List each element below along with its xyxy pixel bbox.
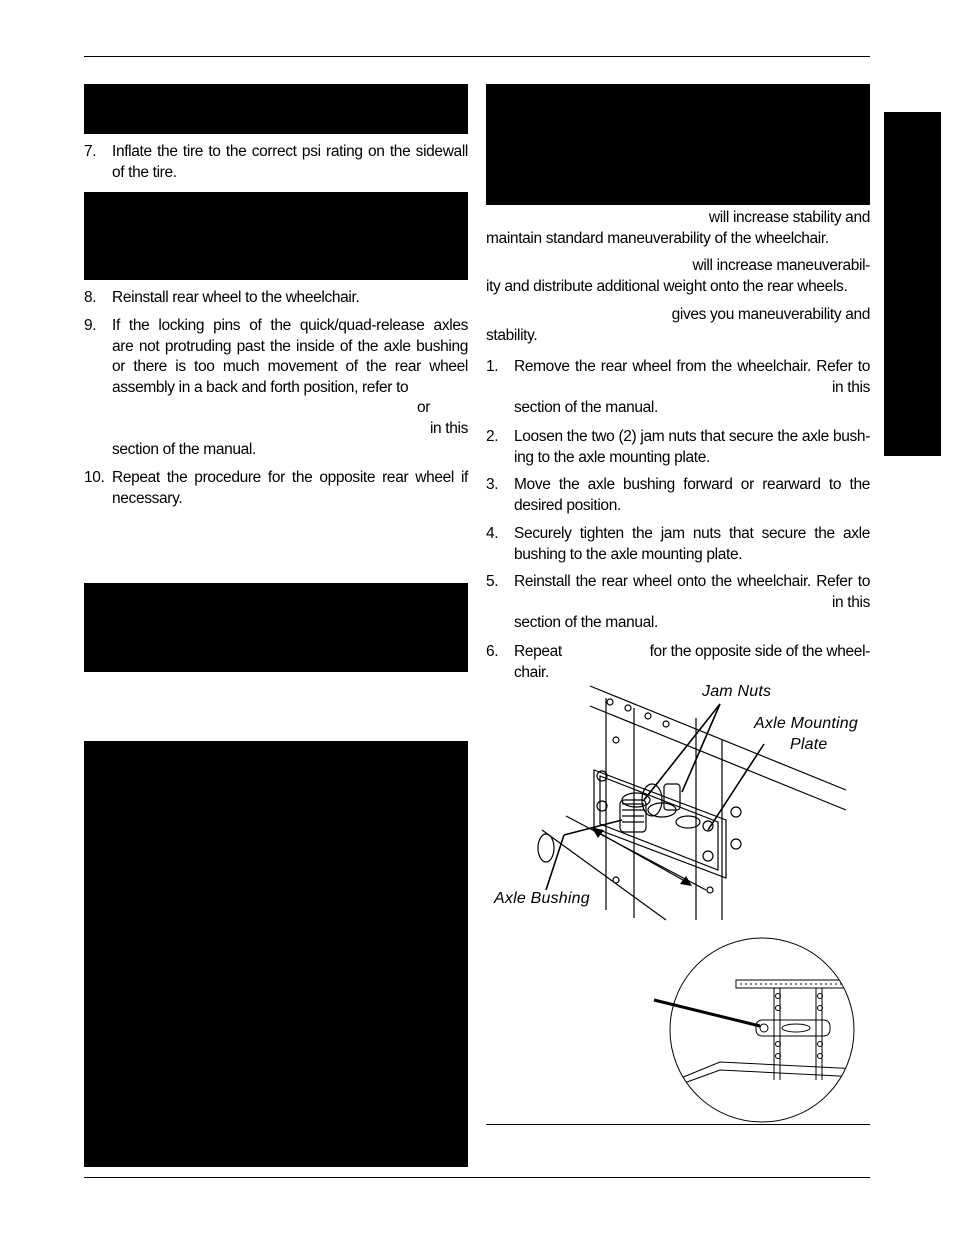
paragraph-3 xyxy=(486,305,870,347)
step-line: ing to the axle mounting plate. xyxy=(514,448,710,466)
step-number: 6. xyxy=(486,643,499,660)
step-number: 2. xyxy=(486,428,499,445)
step-text: Reinstall rear wheel to the wheelchair. xyxy=(112,289,360,306)
paragraph-line: will increase maneuverabil- xyxy=(692,257,870,274)
step-text: Repeat the procedure for the opposite rear wheel if necessary. xyxy=(112,469,468,507)
paragraph-2 xyxy=(486,256,870,298)
step-line: or there is too much movement of the rear wheel xyxy=(112,358,468,376)
step-line: section of the manual. xyxy=(514,399,658,417)
step-line: Reinstall the rear wheel onto the wheelchair. Refer to xyxy=(514,573,870,590)
step-number: 5. xyxy=(486,573,499,590)
step-line: assembly in a back and forth position, refer to xyxy=(112,378,409,396)
top-rule xyxy=(84,56,870,57)
step-line: in this xyxy=(831,593,870,611)
paragraph-line: gives you maneuverability and xyxy=(671,306,870,323)
paragraph-line: maintain standard maneuverability of the wheelchair. xyxy=(486,229,829,247)
header-bar-left-3 xyxy=(84,583,468,672)
paragraph-line: will increase stability and xyxy=(708,209,870,226)
detail-view-illustration xyxy=(640,940,870,1120)
step-line: Loosen the two (2) jam nuts that secure the axle bush- xyxy=(514,428,870,445)
step-number: 10. xyxy=(84,469,105,486)
step-number: 9. xyxy=(84,317,97,334)
step-line: or xyxy=(417,399,431,417)
label-jam-nuts: Jam Nuts xyxy=(702,683,772,700)
step-line: section of the manual. xyxy=(514,614,658,632)
header-bar-left-1 xyxy=(84,84,468,134)
step-line: bushing to the axle mounting plate. xyxy=(514,545,743,563)
label-axle-mounting-plate-1: Axle Mounting xyxy=(754,715,858,732)
step-line: section of the manual. xyxy=(112,440,256,458)
header-bar-right xyxy=(486,84,870,205)
step-line: Move the axle bushing forward or rearward to the xyxy=(514,476,870,493)
step-number: 3. xyxy=(486,476,499,493)
bottom-rule xyxy=(84,1177,870,1178)
section-tab xyxy=(884,112,941,456)
step-line: desired position. xyxy=(514,496,621,514)
step-line: in this xyxy=(429,420,468,437)
step-text: Inflate the tire to the correct psi rating on the sidewall of the tire. xyxy=(112,143,468,181)
step-number: 1. xyxy=(486,358,499,375)
paragraph-line: ity and distribute additional weight onto the rear wheels. xyxy=(486,277,848,295)
step-number: 8. xyxy=(84,289,97,306)
step-line: are not protruding past the inside of the axle bushing xyxy=(112,337,468,355)
step-line: in this xyxy=(831,378,870,396)
header-bar-left-2 xyxy=(84,192,468,280)
paragraph-line: stability. xyxy=(486,326,538,344)
step-number: 4. xyxy=(486,525,499,542)
note-block-left xyxy=(84,741,468,1167)
label-axle-bushing: Axle Bushing xyxy=(494,890,590,907)
figure-bottom-rule xyxy=(486,1124,870,1125)
step-line: Securely tighten the jam nuts that secure the axle xyxy=(514,525,870,542)
step-line: chair. xyxy=(514,663,549,681)
step-line: Remove the rear wheel from the wheelchair. Refer to xyxy=(514,358,870,375)
step-line: for the opposite side of the wheel- xyxy=(649,643,870,660)
step-number: 7. xyxy=(84,143,97,160)
label-axle-mounting-plate-2: Plate xyxy=(790,736,828,753)
step-line: If the locking pins of the quick/quad-release axles xyxy=(112,317,468,334)
step-line: Repeat xyxy=(514,643,562,660)
paragraph-1 xyxy=(486,208,870,250)
